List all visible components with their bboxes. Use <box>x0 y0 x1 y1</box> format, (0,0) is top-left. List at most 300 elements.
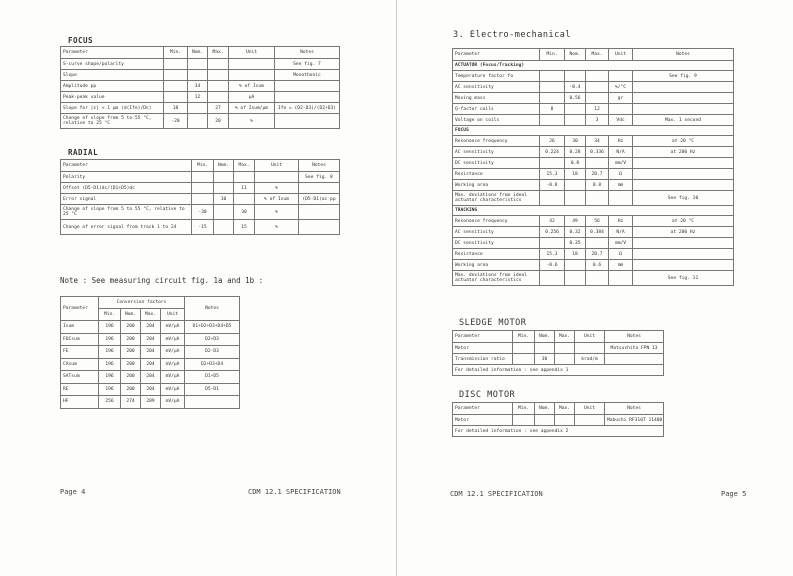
table-cell: at 20 °C <box>633 216 734 227</box>
table-row <box>61 346 240 359</box>
table-cell <box>214 220 234 235</box>
table-cell: Working area <box>453 180 540 191</box>
table-cell: 256 <box>99 396 121 409</box>
table-row <box>453 271 734 286</box>
column-header: Max. <box>208 47 229 59</box>
table-cell: Peak-peak value <box>61 92 164 103</box>
table-cell: 200 <box>121 346 141 359</box>
column-header: Unit <box>161 309 185 321</box>
table-cell: 56 <box>586 216 609 227</box>
table-cell: AC sensitivity <box>453 147 540 158</box>
table-cell: 49 <box>565 216 586 227</box>
column-header: Unit <box>255 160 299 172</box>
table-row <box>453 180 734 191</box>
table-cell: 204 <box>141 358 161 371</box>
table-cell: 0.256 <box>540 227 565 238</box>
table-cell <box>229 70 275 81</box>
table-cell <box>540 191 565 206</box>
column-header: Nom. <box>188 47 208 59</box>
table-cell: 42 <box>540 216 565 227</box>
table-cell <box>513 354 535 365</box>
table-cell: S-curve shape/polarity <box>61 59 164 70</box>
column-header: Notes <box>299 160 340 172</box>
table-cell: See fig. 10 <box>633 191 734 206</box>
table-cell: 10 <box>214 194 234 205</box>
table-cell: 18 <box>565 249 586 260</box>
footer-title-right: CDM 12.1 SPECIFICATION <box>450 490 543 498</box>
table-cell: See fig. 11 <box>633 271 734 286</box>
table-cell <box>540 238 565 249</box>
table-cell: 204 <box>141 371 161 384</box>
table-row <box>61 70 340 81</box>
table-cell: 196 <box>99 346 121 359</box>
table-cell <box>586 93 609 104</box>
table-cell: Hz <box>609 136 633 147</box>
table-cell <box>565 271 586 286</box>
table-row <box>61 59 340 70</box>
table-cell: Motor <box>453 343 513 354</box>
table-cell: RE <box>61 383 99 396</box>
table-cell: Hz <box>609 216 633 227</box>
table-cell <box>299 220 340 235</box>
table-cell <box>234 172 255 183</box>
table-cell <box>633 93 734 104</box>
column-header: Parameter <box>453 403 513 415</box>
column-header: Max. <box>586 49 609 61</box>
table-cell: mV/μA <box>161 358 185 371</box>
table-cell: Ω <box>609 169 633 180</box>
column-header: Nom. <box>535 331 555 343</box>
table-cell: 12 <box>586 104 609 115</box>
table-cell: Isum <box>61 321 99 334</box>
table-cell <box>633 82 734 93</box>
table-cell: -15 <box>192 220 214 235</box>
table-row <box>453 191 734 206</box>
table-cell: Q-factor coils <box>453 104 540 115</box>
table-cell: 20.7 <box>586 249 609 260</box>
table-cell: at 20 °C <box>633 136 734 147</box>
table-cell <box>633 238 734 249</box>
table-row <box>453 227 734 238</box>
table-cell <box>513 343 535 354</box>
table-row <box>61 92 340 103</box>
table-cell: gr <box>609 93 633 104</box>
table-cell: 15 <box>234 220 255 235</box>
table-cell: 26 <box>540 136 565 147</box>
left-page <box>0 0 396 576</box>
table-header-row <box>453 331 664 343</box>
table-cell: 200 <box>121 333 141 346</box>
table-cell: mV/μA <box>161 321 185 334</box>
table-cell: -0.8 <box>540 180 565 191</box>
table-cell <box>185 396 240 409</box>
table-cell <box>275 92 340 103</box>
disc-motor-title: DISC MOTOR <box>459 390 516 400</box>
table-cell: % of Isum <box>255 194 299 205</box>
table-row <box>453 158 734 169</box>
column-header: Max. <box>234 160 255 172</box>
table-cell: 200 <box>121 371 141 384</box>
table-cell: 20 <box>208 114 229 129</box>
electro-mechanical-table <box>452 48 734 286</box>
table-cell <box>633 249 734 260</box>
table-row <box>453 216 734 227</box>
table-cell: Mabuchi RF310T 11400 <box>605 415 664 426</box>
table-row <box>61 194 340 205</box>
table-cell: Slope for |ε| < 1 μm (d(Ife)/Dε) <box>61 103 164 114</box>
table-cell: mm <box>609 260 633 271</box>
page-number-right: Page 5 <box>721 490 747 498</box>
table-cell: Vdc <box>609 115 633 126</box>
table-cell: DC sensitivity <box>453 238 540 249</box>
table-cell <box>565 180 586 191</box>
table-row <box>61 321 240 334</box>
measuring-note: Note : See measuring circuit fig. 1a and 1b : <box>60 276 264 285</box>
table-cell <box>164 59 188 70</box>
table-cell: Temperature factor fo <box>453 71 540 82</box>
table-cell <box>540 271 565 286</box>
table-cell: 0.224 <box>540 147 565 158</box>
table-row <box>61 383 240 396</box>
table-cell <box>633 169 734 180</box>
table-cell: See fig. 8 <box>299 172 340 183</box>
subsection-label: FOCUS <box>453 126 734 136</box>
table-cell: % <box>255 183 299 194</box>
column-header: Notes <box>633 49 734 61</box>
table-cell: at 200 Hz <box>633 227 734 238</box>
table-cell: 289 <box>141 396 161 409</box>
disc-motor-table <box>452 402 664 437</box>
table-cell: Matsushita FPN 13 <box>605 343 664 354</box>
table-cell: Change of slope from 5 to 55 °C, relative to 25 °C <box>61 205 192 220</box>
table-row <box>61 205 340 220</box>
table-cell <box>565 104 586 115</box>
column-header: Min. <box>99 309 121 321</box>
table-row <box>453 115 734 126</box>
column-header: Min. <box>513 403 535 415</box>
table-cell: mV/μA <box>161 396 185 409</box>
table-cell: Resistance <box>453 169 540 180</box>
table-cell: 0.28 <box>565 147 586 158</box>
column-header: Unit <box>229 47 275 59</box>
subsection-label: TRACKING <box>453 206 734 216</box>
table-cell <box>575 415 605 426</box>
table-cell: Resistance <box>453 249 540 260</box>
table-cell <box>535 343 555 354</box>
table-cell: FOCsum <box>61 333 99 346</box>
table-cell: SATsum <box>61 371 99 384</box>
table-cell: 15.3 <box>540 249 565 260</box>
table-cell: -30 <box>192 205 214 220</box>
table-cell: 274 <box>121 396 141 409</box>
appendix-reference: For detailed information : see appendix 1 <box>453 365 664 376</box>
table-cell <box>234 194 255 205</box>
table-cell: 204 <box>141 383 161 396</box>
table-cell: Offset (D5-D1)dc/(D1+D5)dc <box>61 183 192 194</box>
table-header-row <box>453 403 664 415</box>
table-cell <box>208 81 229 92</box>
table-cell: Ω <box>609 249 633 260</box>
table-cell <box>575 343 605 354</box>
table-row <box>453 354 664 365</box>
column-header: Parameter <box>61 160 192 172</box>
table-cell: D2-D3 <box>185 346 240 359</box>
conversion-table <box>60 296 240 409</box>
column-header: Parameter <box>453 49 540 61</box>
table-cell: μA <box>229 92 275 103</box>
table-cell <box>586 71 609 82</box>
table-cell: % <box>255 205 299 220</box>
table-cell: D5-D1 <box>185 383 240 396</box>
table-cell <box>214 172 234 183</box>
table-cell <box>299 205 340 220</box>
table-row <box>453 93 734 104</box>
table-cell: Monothonic <box>275 70 340 81</box>
table-cell <box>586 82 609 93</box>
table-row <box>61 103 340 114</box>
table-cell: 204 <box>141 333 161 346</box>
table-cell: Polarity <box>61 172 192 183</box>
table-cell: 30 <box>565 136 586 147</box>
subsection-label: ACTUATOR (Focus/Tracking) <box>453 61 734 71</box>
table-row <box>61 371 240 384</box>
table-cell: 30 <box>234 205 255 220</box>
table-cell: -0.6 <box>540 260 565 271</box>
info-row <box>453 426 664 437</box>
column-header: Max. <box>141 309 161 321</box>
table-cell: 196 <box>99 371 121 384</box>
table-cell <box>555 354 575 365</box>
table-cell: 0.32 <box>565 227 586 238</box>
column-header: Nom. <box>535 403 555 415</box>
table-cell <box>255 172 299 183</box>
table-cell: mV/μA <box>161 371 185 384</box>
focus-table <box>60 46 340 129</box>
table-cell <box>208 59 229 70</box>
right-page <box>397 0 793 576</box>
table-cell: % <box>229 114 275 129</box>
footer-title-left: CDM 12.1 SPECIFICATION <box>248 488 341 496</box>
table-cell <box>609 191 633 206</box>
table-cell: 18 <box>164 103 188 114</box>
table-cell: FE <box>61 346 99 359</box>
table-row <box>453 260 734 271</box>
table-cell: 18 <box>565 169 586 180</box>
table-cell <box>540 71 565 82</box>
table-cell: Max. 1 second <box>633 115 734 126</box>
table-cell: See fig. 9 <box>633 71 734 82</box>
table-cell <box>214 183 234 194</box>
column-header: Min. <box>164 47 188 59</box>
table-cell <box>565 260 586 271</box>
table-cell <box>555 415 575 426</box>
table-cell <box>555 343 575 354</box>
table-cell: AC sensitivity <box>453 82 540 93</box>
table-row <box>453 71 734 82</box>
table-cell <box>208 70 229 81</box>
table-row <box>453 415 664 426</box>
table-cell: mm/V <box>609 158 633 169</box>
table-cell: Ife = (D2-D3)/(D2+D3) <box>275 103 340 114</box>
table-cell: 204 <box>141 321 161 334</box>
table-cell: 8 <box>540 104 565 115</box>
table-cell: 0.8 <box>586 180 609 191</box>
table-cell <box>565 191 586 206</box>
table-cell <box>192 172 214 183</box>
table-cell: mm/V <box>609 238 633 249</box>
table-cell: 196 <box>99 333 121 346</box>
table-cell: Max. deviations from ideal actuator characteristics <box>453 191 540 206</box>
table-cell: 0.384 <box>586 227 609 238</box>
table-cell: 11 <box>234 183 255 194</box>
table-cell <box>609 104 633 115</box>
table-cell: 27 <box>208 103 229 114</box>
table-cell: 196 <box>99 321 121 334</box>
table-cell: Slope <box>61 70 164 81</box>
table-cell <box>299 183 340 194</box>
table-cell <box>586 191 609 206</box>
column-header: Nom. <box>565 49 586 61</box>
column-header: Min. <box>513 331 535 343</box>
table-row <box>453 169 734 180</box>
table-cell: -0.4 <box>565 82 586 93</box>
table-row <box>61 396 240 409</box>
table-cell <box>586 271 609 286</box>
table-cell <box>633 104 734 115</box>
electro-mechanical-heading: 3. Electro-mechanical <box>453 30 571 40</box>
table-cell: 200 <box>121 321 141 334</box>
table-row <box>453 238 734 249</box>
column-header: Parameter <box>453 331 513 343</box>
table-cell: DC sensitivity <box>453 158 540 169</box>
table-cell: krad/m <box>575 354 605 365</box>
table-cell: Motor <box>453 415 513 426</box>
table-cell: D1+D5 <box>185 371 240 384</box>
table-cell <box>164 70 188 81</box>
appendix-reference: For detailed information : see appendix 2 <box>453 426 664 437</box>
table-cell: mV/μA <box>161 346 185 359</box>
table-row <box>61 114 340 129</box>
table-cell: AC sensitivity <box>453 227 540 238</box>
column-header: Notes <box>605 331 664 343</box>
table-cell: CAsum <box>61 358 99 371</box>
table-cell: Resonance frequency <box>453 216 540 227</box>
table-cell <box>540 82 565 93</box>
table-row <box>453 343 664 354</box>
table-row <box>453 104 734 115</box>
column-header: Unit <box>575 403 605 415</box>
table-cell <box>275 81 340 92</box>
info-row <box>453 365 664 376</box>
column-header: Parameter <box>61 297 99 321</box>
table-header-row <box>453 49 734 61</box>
table-cell <box>164 92 188 103</box>
table-cell <box>188 103 208 114</box>
table-cell: 196 <box>99 358 121 371</box>
table-cell: Amplitude pp <box>61 81 164 92</box>
table-cell: HF <box>61 396 99 409</box>
table-cell <box>513 415 535 426</box>
table-cell: 0.8 <box>565 158 586 169</box>
column-header: Unit <box>575 331 605 343</box>
table-cell <box>586 238 609 249</box>
table-cell: Error signal <box>61 194 192 205</box>
table-cell <box>188 114 208 129</box>
table-cell: 20.7 <box>586 169 609 180</box>
table-cell: % <box>255 220 299 235</box>
table-cell <box>586 158 609 169</box>
column-header: Max. <box>555 331 575 343</box>
table-row <box>61 358 240 371</box>
table-cell: % of Isum/μm <box>229 103 275 114</box>
subsection-row <box>453 126 734 136</box>
table-cell <box>565 115 586 126</box>
table-cell <box>229 59 275 70</box>
table-row <box>61 333 240 346</box>
table-cell: Transmission ratio <box>453 354 513 365</box>
table-cell <box>275 114 340 129</box>
table-cell: See fig. 7 <box>275 59 340 70</box>
table-cell <box>188 70 208 81</box>
table-cell: mV/μA <box>161 333 185 346</box>
table-row <box>61 172 340 183</box>
table-cell <box>192 194 214 205</box>
table-cell: N/A <box>609 227 633 238</box>
table-header-row <box>61 297 240 309</box>
table-cell <box>609 71 633 82</box>
column-header: Min. <box>192 160 214 172</box>
radial-table <box>60 159 340 235</box>
table-cell: -20 <box>164 114 188 129</box>
table-cell: 200 <box>121 358 141 371</box>
table-row <box>61 81 340 92</box>
table-cell: D1+D2+D3+D4+D5 <box>185 321 240 334</box>
table-cell: 34 <box>586 136 609 147</box>
table-cell: N/A <box>609 147 633 158</box>
table-cell: 196 <box>99 383 121 396</box>
subsection-row <box>453 61 734 71</box>
table-cell: 3 <box>586 115 609 126</box>
column-header: Notes <box>185 297 240 321</box>
table-cell <box>609 271 633 286</box>
table-row <box>61 183 340 194</box>
table-cell: D2+D3 <box>185 333 240 346</box>
column-header: Max. <box>555 403 575 415</box>
table-cell <box>605 354 664 365</box>
table-cell: Change of error signal from track 1 to 24 <box>61 220 192 235</box>
column-header: Unit <box>609 49 633 61</box>
table-header-row <box>61 47 340 59</box>
table-cell: Working area <box>453 260 540 271</box>
table-cell <box>565 71 586 82</box>
table-row <box>453 82 734 93</box>
table-cell: Resonance frequency <box>453 136 540 147</box>
column-group-header: Conversion factors <box>99 297 185 309</box>
column-header: Nom. <box>214 160 234 172</box>
table-cell: at 200 Hz <box>633 147 734 158</box>
table-cell <box>192 183 214 194</box>
table-cell: 0.35 <box>565 238 586 249</box>
table-cell: (D5-D1)ac pp <box>299 194 340 205</box>
table-cell <box>535 415 555 426</box>
table-cell: D2+D3+D4 <box>185 358 240 371</box>
table-cell: Voltage on coils <box>453 115 540 126</box>
table-cell: 0.6 <box>586 260 609 271</box>
table-cell: Moving mass <box>453 93 540 104</box>
table-cell <box>633 180 734 191</box>
table-cell <box>540 93 565 104</box>
column-header: Parameter <box>61 47 164 59</box>
